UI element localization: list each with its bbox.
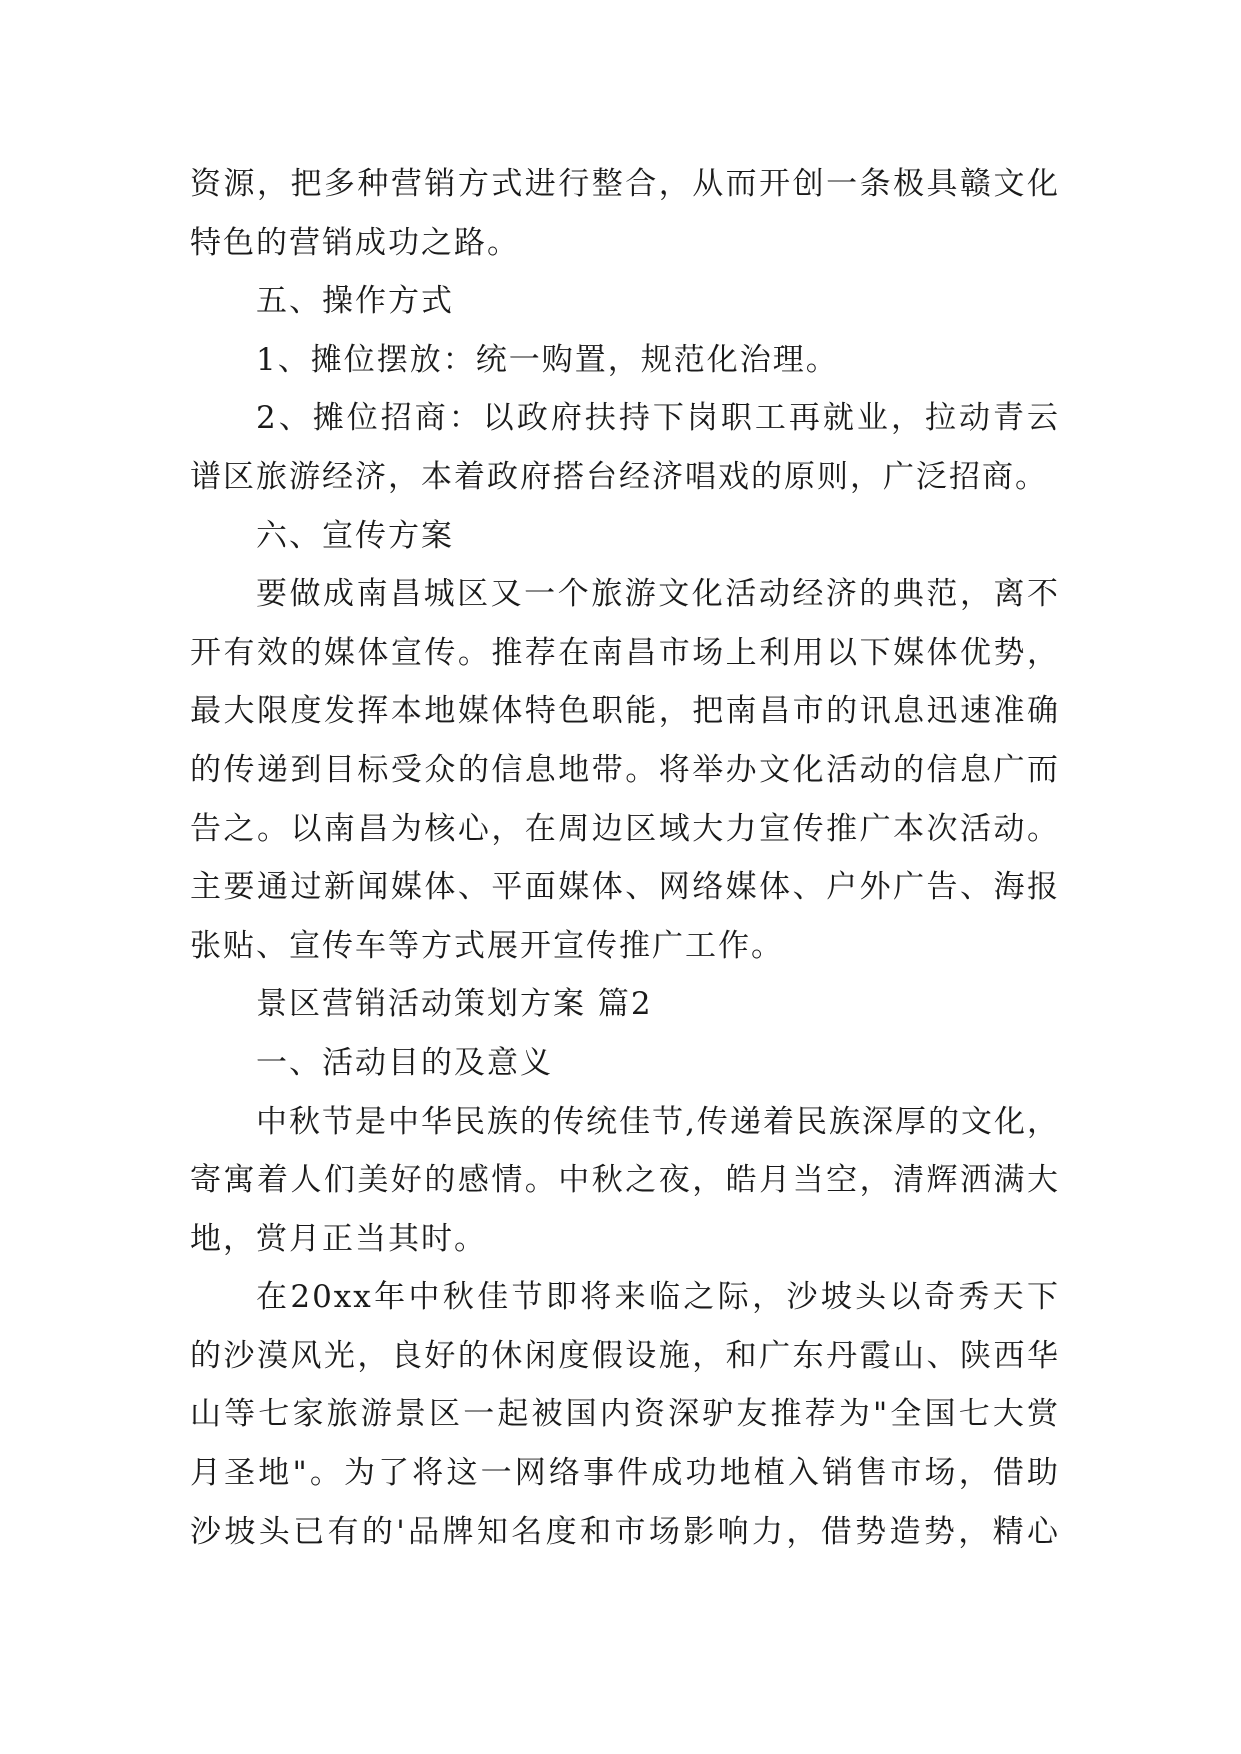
text-line: 沙坡头已有的'品牌知名度和市场影响力，借势造势，精心 <box>190 1513 1060 1550</box>
document-body <box>190 155 1060 1561</box>
text-line: 寄寓着人们美好的感情。中秋之夜，皓月当空，清辉洒满大 <box>190 1162 1060 1199</box>
text-line: 的沙漠风光，良好的休闲度假设施，和广东丹霞山、陕西华 <box>190 1337 1060 1374</box>
text-line: 地，赏月正当其时。 <box>190 1220 487 1257</box>
text-line: 开有效的媒体宣传。推荐在南昌市场上利用以下媒体优势， <box>190 634 1060 671</box>
section-heading: 六、宣传方案 <box>256 517 454 554</box>
text-line: 1、摊位摆放：统一购置，规范化治理。 <box>256 341 839 378</box>
text-line: 告之。以南昌为核心，在周边区域大力宣传推广本次活动。 <box>190 810 1060 847</box>
text-line: 张贴、宣传车等方式展开宣传推广工作。 <box>190 927 784 964</box>
section-heading: 五、操作方式 <box>256 283 454 320</box>
section-heading: 一、活动目的及意义 <box>256 1044 553 1081</box>
article-title: 景区营销活动策划方案 篇2 <box>256 986 653 1023</box>
text-line: 资源，把多种营销方式进行整合，从而开创一条极具赣文化 <box>190 166 1060 202</box>
text-line: 在20xx年中秋佳节即将来临之际，沙坡头以奇秀天下 <box>256 1279 1060 1316</box>
text-line: 特色的营销成功之路。 <box>190 224 520 261</box>
text-line: 要做成南昌城区又一个旅游文化活动经济的典范，离不 <box>256 576 1060 613</box>
text-line: 谱区旅游经济，本着政府搭台经济唱戏的原则，广泛招商。 <box>190 458 1048 495</box>
text-line: 最大限度发挥本地媒体特色职能，把南昌市的讯息迅速准确 <box>190 693 1060 730</box>
text-line: 主要通过新闻媒体、平面媒体、网络媒体、户外广告、海报 <box>190 869 1060 906</box>
text-line: 的传递到目标受众的信息地带。将举办文化活动的信息广而 <box>190 751 1060 788</box>
text-line: 2、摊位招商：以政府扶持下岗职工再就业，拉动青云 <box>256 400 1060 437</box>
text-line: 月圣地"。为了将这一网络事件成功地植入销售市场，借助 <box>190 1455 1060 1492</box>
text-line: 中秋节是中华民族的传统佳节,传递着民族深厚的文化， <box>256 1103 1060 1140</box>
text-line: 山等七家旅游景区一起被国内资深驴友推荐为"全国七大赏 <box>190 1396 1060 1433</box>
